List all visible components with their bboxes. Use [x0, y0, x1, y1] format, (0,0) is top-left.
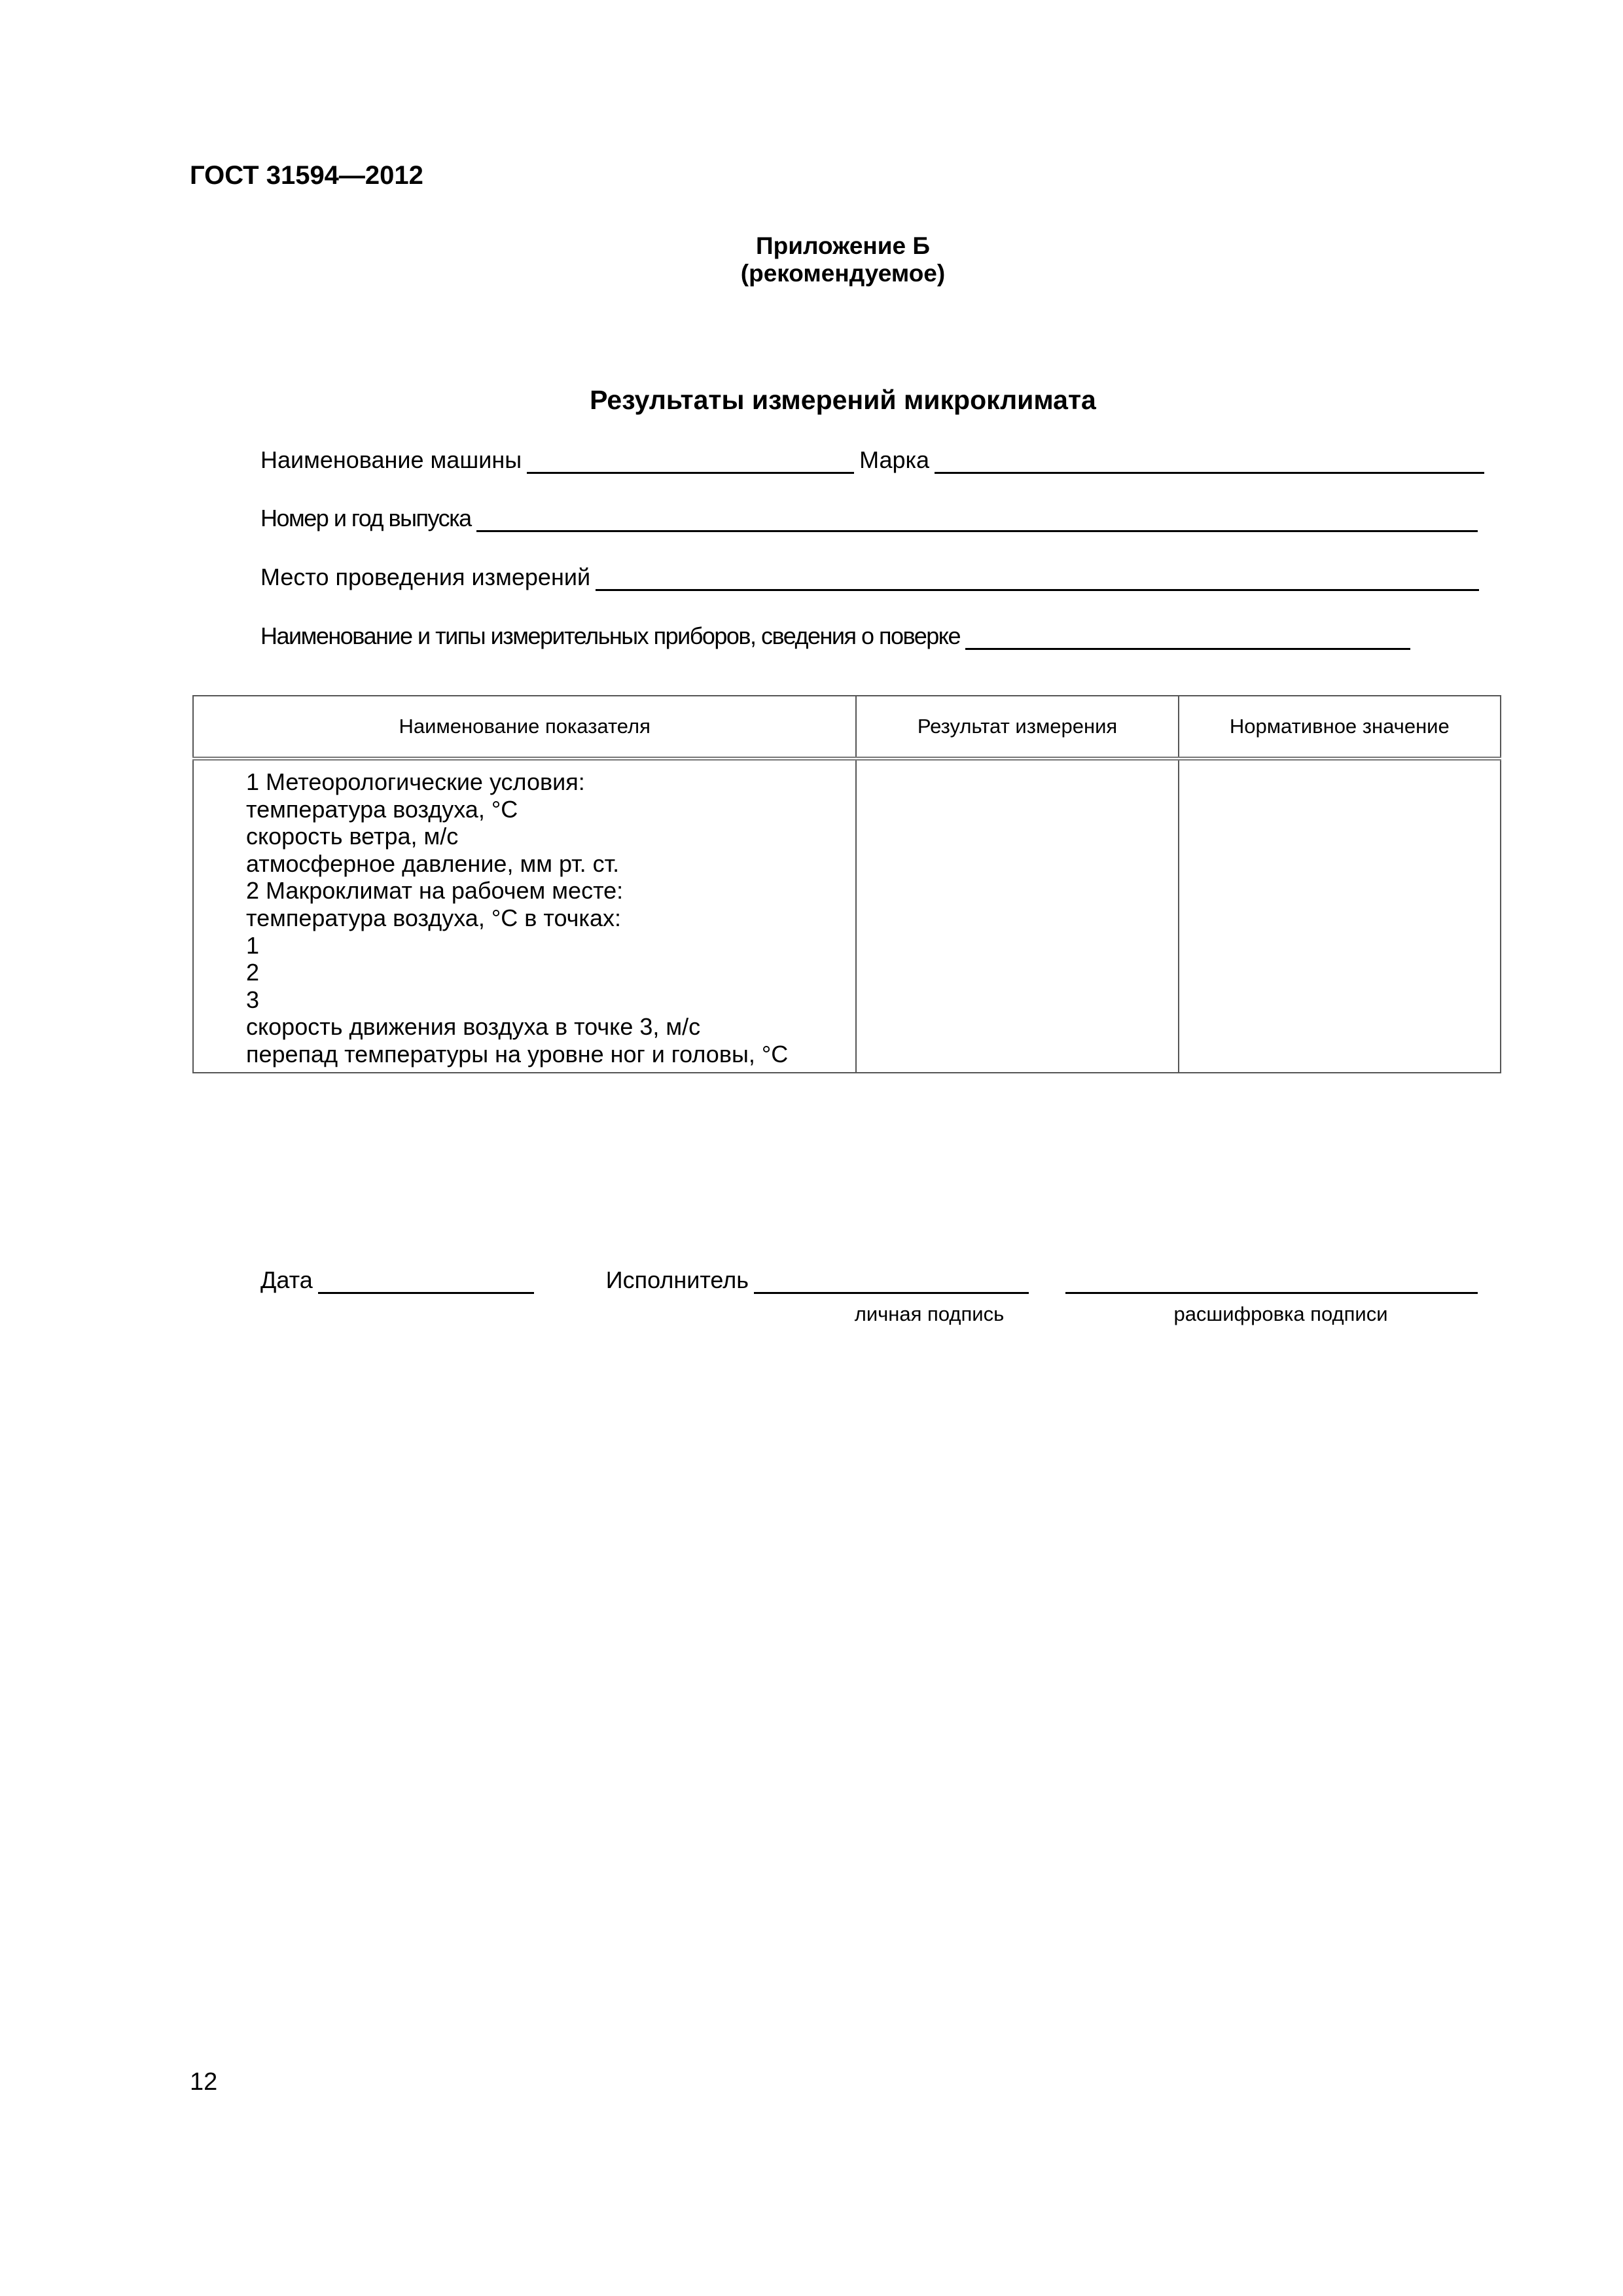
- instruments-label: Наименование и типы измерительных приборов, сведения о поверке: [260, 622, 960, 649]
- signature-decoding-caption: расшифровка подписи: [1173, 1302, 1388, 1325]
- machine-name-label: Наименование машины: [260, 446, 522, 473]
- date-label: Дата: [260, 1266, 313, 1293]
- page-number: 12: [190, 2068, 218, 2096]
- list-item: 1 Метеорологические условия:: [246, 768, 585, 795]
- number-year-row: [260, 505, 1478, 532]
- personal-signature-field[interactable]: [754, 1268, 1029, 1294]
- instruments-field[interactable]: [965, 624, 1410, 650]
- indicator-list-cell: [193, 759, 856, 1073]
- date-field[interactable]: [318, 1268, 534, 1294]
- list-item: перепад температуры на уровне ног и головы, °С: [246, 1040, 789, 1067]
- signature-row: [260, 1266, 1478, 1294]
- results-table: [192, 695, 1501, 1073]
- header-measurement-result: Результат измерения: [856, 696, 1178, 759]
- machine-name-field[interactable]: [527, 448, 854, 474]
- appendix-status: (рекомендуемое): [740, 260, 946, 287]
- standard-header: ГОСТ 31594—2012: [190, 161, 423, 190]
- table-row: [193, 759, 1501, 1073]
- brand-field[interactable]: [935, 448, 1484, 474]
- document-title: Результаты измерений микроклимата: [590, 385, 1096, 415]
- list-item: температура воздуха, °С: [246, 795, 518, 823]
- list-item: температура воздуха, °С в точках:: [246, 904, 621, 931]
- measurement-result-cell[interactable]: [856, 759, 1178, 1073]
- table-header-row: [193, 696, 1501, 759]
- number-year-label: Номер и год выпуска: [260, 505, 471, 531]
- measurement-place-row: [260, 564, 1479, 591]
- list-item: скорость движения воздуха в точке 3, м/с: [246, 1013, 701, 1041]
- brand-label: Марка: [859, 446, 930, 473]
- normative-value-cell[interactable]: [1179, 759, 1501, 1073]
- machine-brand-row: [260, 446, 1484, 474]
- personal-signature-caption: личная подпись: [854, 1302, 1005, 1325]
- list-item: скорость ветра, м/с: [246, 823, 459, 850]
- list-item: 1: [246, 931, 260, 959]
- list-item: 2: [246, 959, 260, 986]
- header-indicator-name: Наименование показателя: [193, 696, 856, 759]
- signature-decoding-field[interactable]: [1065, 1268, 1478, 1294]
- appendix-title: Приложение Б: [756, 232, 930, 259]
- number-year-field[interactable]: [476, 507, 1478, 532]
- measurement-place-label: Место проведения измерений: [260, 564, 591, 590]
- list-item: 3: [246, 986, 260, 1013]
- list-item: атмосферное давление, мм рт. ст.: [246, 850, 620, 877]
- measurement-place-field[interactable]: [596, 565, 1479, 591]
- instruments-row: [260, 622, 1410, 650]
- performer-label: Исполнитель: [605, 1266, 749, 1293]
- header-normative-value: Нормативное значение: [1179, 696, 1501, 759]
- list-item: 2 Макроклимат на рабочем месте:: [246, 877, 624, 905]
